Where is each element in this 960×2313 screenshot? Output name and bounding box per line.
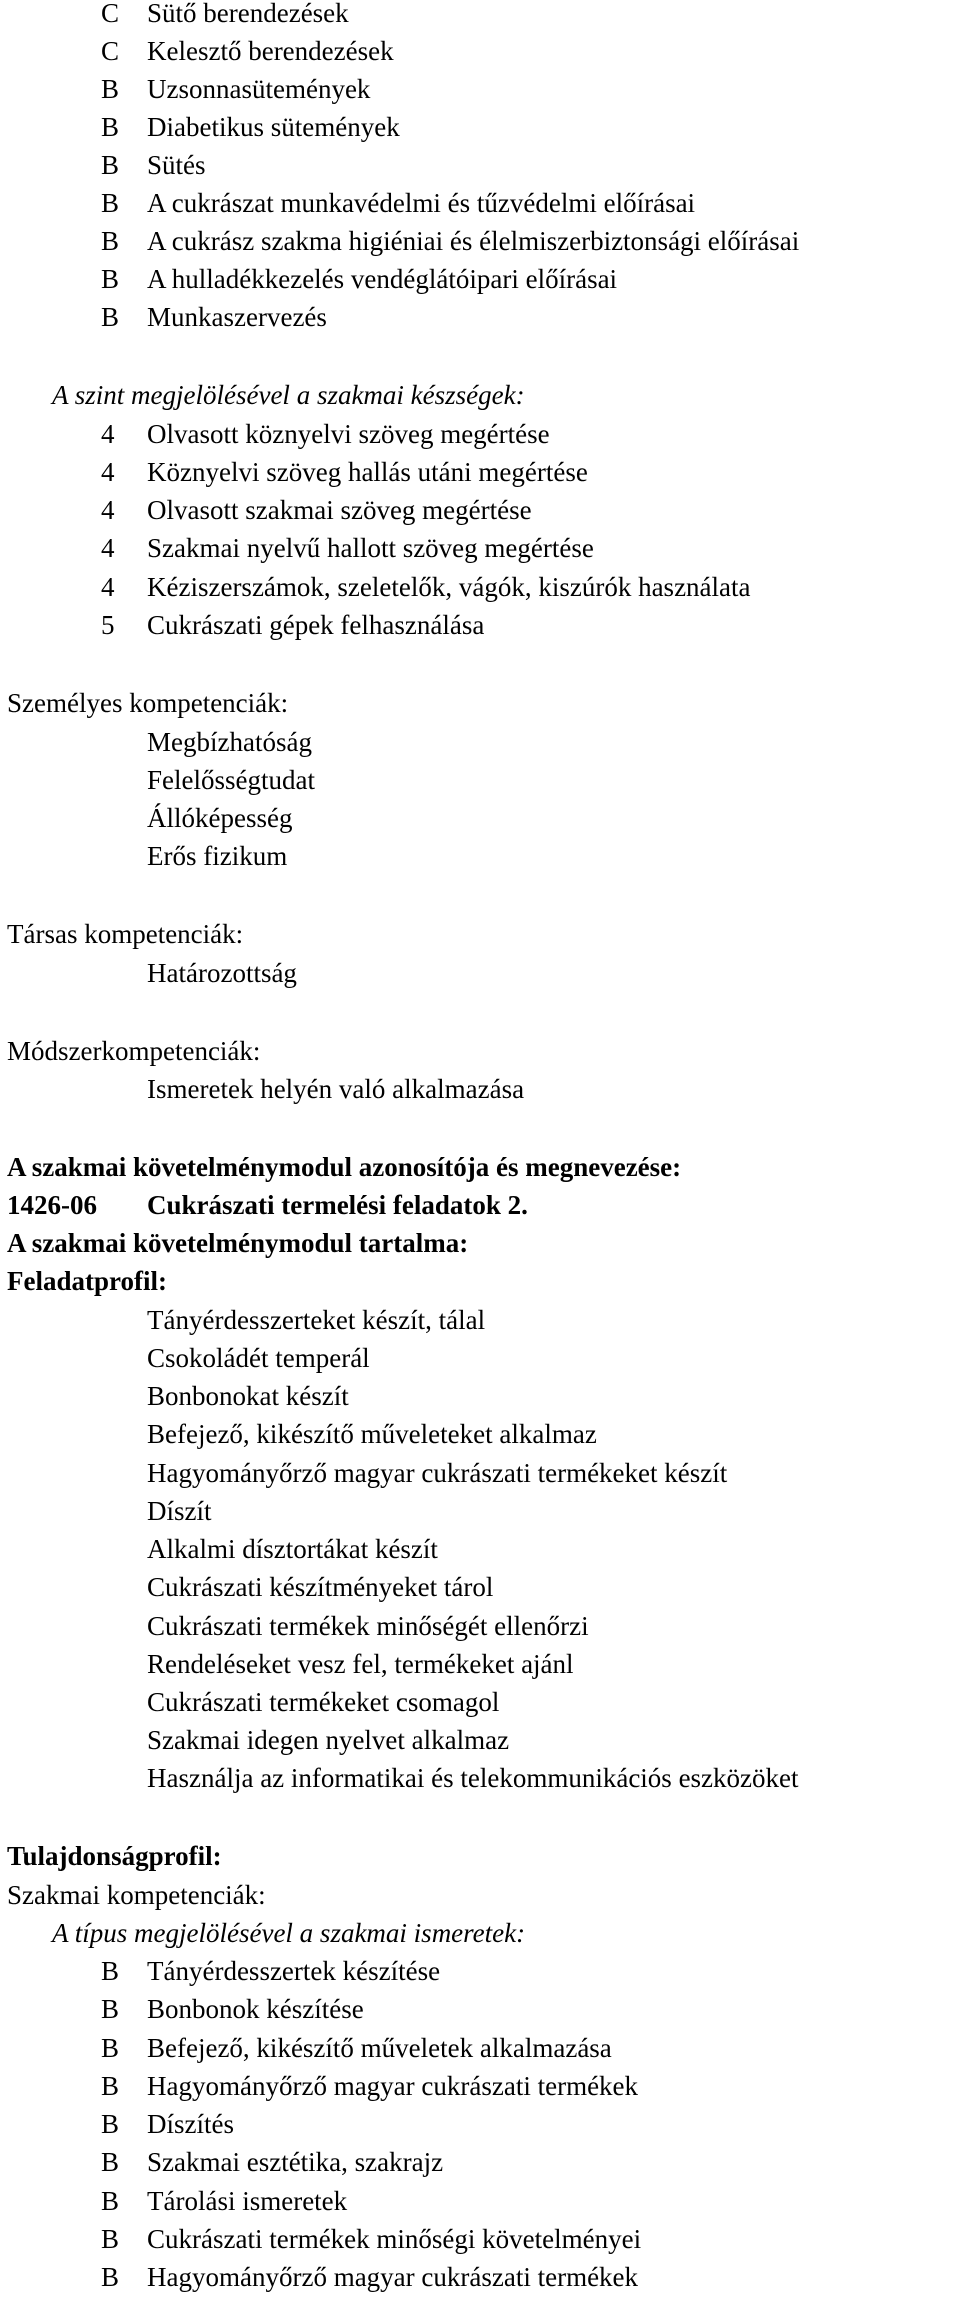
list-item-text: Szakmai nyelvű hallott szöveg megértése bbox=[147, 533, 594, 563]
list-item-text: Kéziszerszámok, szeletelők, vágók, kiszúrók használata bbox=[147, 572, 751, 602]
personal-competencies-heading: Személyes kompetenciák: bbox=[7, 688, 289, 718]
list-item-text: Sütés bbox=[147, 150, 206, 180]
list-item-text: A cukrászat munkavédelmi és tűzvédelmi előírásai bbox=[147, 188, 696, 218]
list-item-code: 4 bbox=[101, 572, 115, 602]
list-item-text: Köznyelvi szöveg hallás utáni megértése bbox=[147, 457, 588, 487]
list-item-text: Bonbonok készítése bbox=[147, 1994, 364, 2024]
professional-competencies-heading: Szakmai kompetenciák: bbox=[7, 1880, 266, 1910]
module-id-heading: A szakmai követelménymodul azonosítója és megnevezése: bbox=[7, 1152, 682, 1182]
list-item-code: B bbox=[101, 264, 120, 294]
list-item-code: B bbox=[101, 2071, 120, 2101]
list-item-text: Cukrászati termékek minőségi követelményei bbox=[147, 2224, 642, 2254]
list-item-code: 4 bbox=[101, 457, 115, 487]
task-item: Tányérdesszerteket készít, tálal bbox=[147, 1305, 486, 1335]
list-item-code: B bbox=[101, 188, 120, 218]
property-profile-heading: Tulajdonságprofil: bbox=[7, 1841, 222, 1871]
list-item-text: Uzsonnasütemények bbox=[147, 74, 371, 104]
list-item-code: C bbox=[101, 0, 120, 28]
task-item: Díszít bbox=[147, 1496, 212, 1526]
list-item-text: Tárolási ismeretek bbox=[147, 2186, 348, 2216]
list-item-text: Olvasott köznyelvi szöveg megértése bbox=[147, 419, 550, 449]
skills-heading: A szint megjelölésével a szakmai készségek: bbox=[52, 380, 525, 410]
task-item: Cukrászati készítményeket tárol bbox=[147, 1572, 494, 1602]
list-item: Ismeretek helyén való alkalmazása bbox=[147, 1074, 525, 1104]
module-code: 1426-06 bbox=[7, 1190, 97, 1220]
list-item-code: B bbox=[101, 2186, 120, 2216]
list-item-code: B bbox=[101, 1956, 120, 1986]
list-item-code: B bbox=[101, 74, 120, 104]
list-item-code: B bbox=[101, 1994, 120, 2024]
method-competencies-heading: Módszerkompetenciák: bbox=[7, 1036, 261, 1066]
task-item: Cukrászati termékek minőségét ellenőrzi bbox=[147, 1611, 589, 1641]
list-item: Határozottság bbox=[147, 958, 297, 988]
list-item-text: Díszítés bbox=[147, 2109, 234, 2139]
list-item: Erős fizikum bbox=[147, 841, 288, 871]
list-item-code: B bbox=[101, 2224, 120, 2254]
list-item-code: B bbox=[101, 2147, 120, 2177]
list-item-text: Munkaszervezés bbox=[147, 302, 327, 332]
list-item-text: Hagyományőrző magyar cukrászati termékek bbox=[147, 2071, 639, 2101]
list-item: Megbízhatóság bbox=[147, 727, 312, 757]
task-item: Használja az informatikai és telekommunikációs eszközöket bbox=[147, 1763, 799, 1793]
list-item-text: Olvasott szakmai szöveg megértése bbox=[147, 495, 532, 525]
list-item-text: Tányérdesszertek készítése bbox=[147, 1956, 441, 1986]
list-item-text: Cukrászati gépek felhasználása bbox=[147, 610, 485, 640]
task-item: Csokoládét temperál bbox=[147, 1343, 370, 1373]
task-item: Cukrászati termékeket csomagol bbox=[147, 1687, 500, 1717]
knowledge-heading: A típus megjelölésével a szakmai ismeretek: bbox=[52, 1918, 526, 1948]
list-item-code: 4 bbox=[101, 419, 115, 449]
social-competencies-heading: Társas kompetenciák: bbox=[7, 919, 244, 949]
list-item-text: A hulladékkezelés vendéglátóipari előírásai bbox=[147, 264, 618, 294]
list-item-text: Kelesztő berendezések bbox=[147, 36, 394, 66]
list-item-code: B bbox=[101, 112, 120, 142]
list-item-code: B bbox=[101, 2109, 120, 2139]
list-item-text: Befejező, kikészítő műveletek alkalmazása bbox=[147, 2033, 612, 2063]
list-item-code: 5 bbox=[101, 610, 115, 640]
task-profile-heading: Feladatprofil: bbox=[7, 1266, 167, 1296]
list-item-code: C bbox=[101, 36, 120, 66]
module-name: Cukrászati termelési feladatok 2. bbox=[147, 1190, 528, 1220]
list-item-text: Sütő berendezések bbox=[147, 0, 349, 28]
list-item-code: B bbox=[101, 2262, 120, 2292]
list-item-text: Szakmai esztétika, szakrajz bbox=[147, 2147, 444, 2177]
task-item: Bonbonokat készít bbox=[147, 1381, 349, 1411]
list-item-text: Diabetikus sütemények bbox=[147, 112, 400, 142]
list-item-text: Hagyományőrző magyar cukrászati termékek bbox=[147, 2262, 639, 2292]
list-item-code: 4 bbox=[101, 495, 115, 525]
list-item-code: B bbox=[101, 302, 120, 332]
list-item-text: A cukrász szakma higiéniai és élelmiszerbiztonsági előírásai bbox=[147, 226, 800, 256]
task-item: Rendeléseket vesz fel, termékeket ajánl bbox=[147, 1649, 574, 1679]
module-content-heading: A szakmai követelménymodul tartalma: bbox=[7, 1228, 469, 1258]
list-item-code: 4 bbox=[101, 533, 115, 563]
list-item: Állóképesség bbox=[147, 803, 293, 833]
list-item-code: B bbox=[101, 150, 120, 180]
task-item: Szakmai idegen nyelvet alkalmaz bbox=[147, 1725, 510, 1755]
list-item-code: B bbox=[101, 2033, 120, 2063]
task-item: Befejező, kikészítő műveleteket alkalmaz bbox=[147, 1419, 597, 1449]
task-item: Hagyományőrző magyar cukrászati termékeket készít bbox=[147, 1458, 728, 1488]
list-item-code: B bbox=[101, 226, 120, 256]
task-item: Alkalmi dísztortákat készít bbox=[147, 1534, 438, 1564]
list-item: Felelősségtudat bbox=[147, 765, 315, 795]
